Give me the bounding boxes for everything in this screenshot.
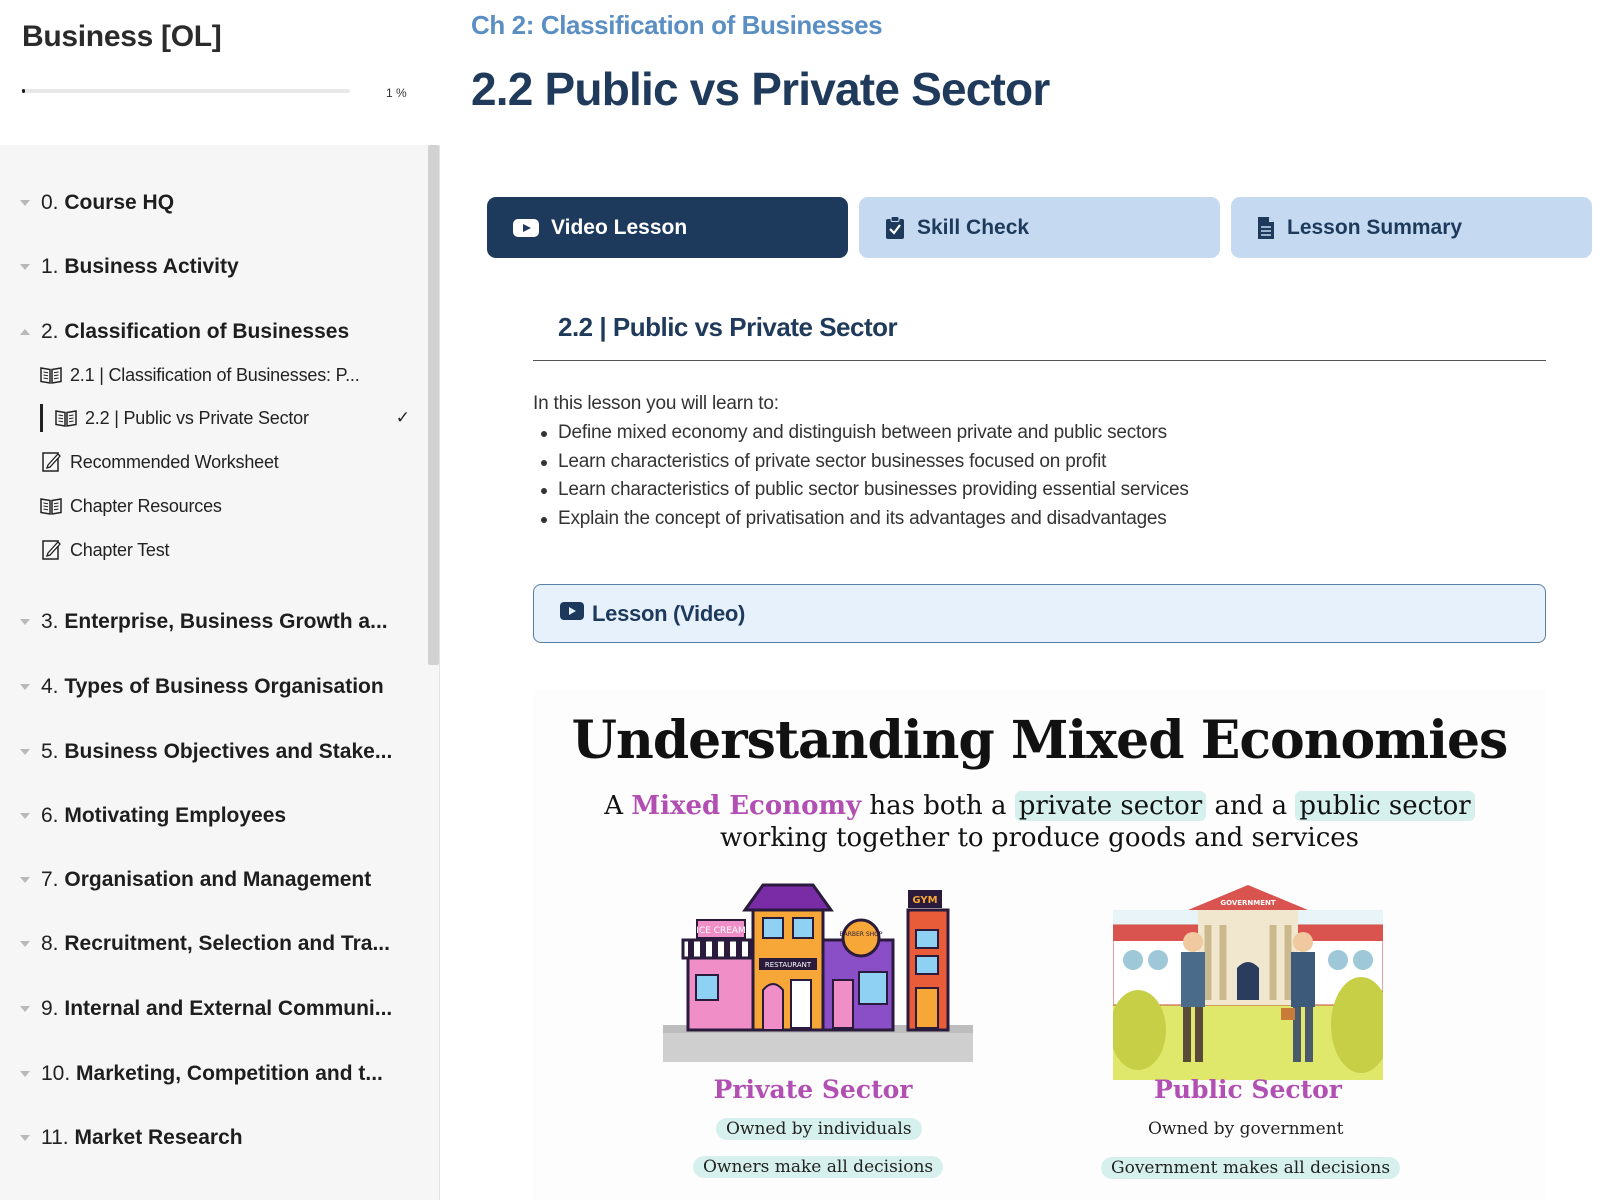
lesson-label: Chapter Resources — [70, 495, 222, 516]
chapter-9-communication[interactable] — [0, 989, 428, 1029]
lesson-tabs — [487, 197, 1599, 259]
chapter-0-course-hq[interactable] — [0, 183, 428, 223]
caret-down-icon — [20, 264, 30, 270]
caret-down-icon — [20, 1071, 30, 1077]
chapter-number: 0. Course HQ — [41, 191, 175, 214]
chapter-6-motivating[interactable] — [0, 796, 428, 836]
list-item: Define mixed economy and distinguish between private and public sectors — [558, 419, 1189, 448]
chapter-10-marketing[interactable] — [0, 1054, 428, 1094]
list-item: Learn characteristics of private sector businesses focused on profit — [558, 448, 1189, 477]
tab-label: Lesson Summary — [1287, 215, 1463, 239]
caret-down-icon — [20, 1006, 30, 1012]
chapter-number: 6. Motivating Employees — [41, 804, 287, 827]
caret-down-icon — [20, 1135, 30, 1141]
chapter-number: 9. Internal and External Communi... — [41, 997, 393, 1020]
lesson-label: Recommended Worksheet — [70, 451, 279, 472]
chapter-number: 5. Business Objectives and Stake... — [41, 740, 393, 763]
chapter-11-market-research[interactable] — [0, 1118, 428, 1158]
lesson-item-chapter-resources[interactable] — [40, 489, 420, 523]
lesson-label: 2.2 | Public vs Private Sector — [85, 407, 309, 428]
chapter-number: 11. Market Research — [41, 1126, 243, 1149]
lesson-item-2-1[interactable] — [40, 358, 420, 392]
list-item: Learn characteristics of public sector businesses providing essential services — [558, 476, 1189, 505]
lesson-heading: 2.2 | Public vs Private Sector — [558, 312, 898, 342]
lesson-label: 2.1 | Classification of Businesses: P... — [70, 364, 360, 385]
chapter-7-organisation[interactable] — [0, 860, 428, 900]
tab-video-lesson[interactable] — [487, 197, 848, 258]
caret-down-icon — [20, 813, 30, 819]
completed-check-icon: ✓ — [395, 408, 410, 427]
chapter-3-enterprise[interactable] — [0, 602, 428, 642]
learning-intro: In this lesson you will learn to: — [533, 393, 779, 414]
book-icon — [40, 365, 62, 385]
course-progress-label: 1 % — [386, 86, 407, 100]
chapter-8-recruitment[interactable] — [0, 924, 428, 964]
caret-down-icon — [20, 619, 30, 625]
course-title: Business [OL] — [22, 20, 222, 53]
page-title: 2.2 Public vs Private Sector — [471, 63, 1050, 115]
lesson-item-chapter-test[interactable] — [40, 533, 420, 567]
caret-down-icon — [20, 749, 30, 755]
chapter-number: 7. Organisation and Management — [41, 868, 372, 891]
svg-text:BARBER SHOP: BARBER SHOP — [839, 931, 883, 938]
sidebar-scrollbar[interactable] — [428, 145, 439, 665]
chapter-number: 2. Classification of Businesses — [41, 320, 350, 343]
svg-text:ICE CREAM: ICE CREAM — [696, 926, 746, 936]
chapter-number: 1. Business Activity — [41, 255, 239, 278]
document-icon — [1257, 216, 1275, 240]
active-indicator — [40, 404, 43, 432]
caret-up-icon — [20, 329, 30, 335]
lesson-item-worksheet[interactable] — [40, 445, 420, 479]
chapter-4-types-of-organisation[interactable] — [0, 667, 428, 707]
public-point: Government makes all decisions — [1101, 1157, 1400, 1179]
chapter-number: 10. Marketing, Competition and t... — [41, 1062, 383, 1085]
caret-down-icon — [20, 941, 30, 947]
chapter-5-objectives[interactable] — [0, 732, 428, 772]
private-point: Owned by individuals — [716, 1118, 922, 1140]
svg-text:RESTAURANT: RESTAURANT — [764, 961, 812, 969]
worksheet-icon — [40, 452, 62, 472]
tab-lesson-summary[interactable] — [1231, 197, 1592, 258]
chapter-number: 4. Types of Business Organisation — [41, 675, 384, 698]
lesson-label: Chapter Test — [70, 539, 170, 560]
public-sector-government-illustration — [1113, 880, 1383, 1080]
youtube-icon — [560, 602, 584, 625]
clipboard-check-icon — [885, 216, 905, 240]
svg-text:GOVERNMENT: GOVERNMENT — [1220, 899, 1276, 907]
chapter-number: 8. Recruitment, Selection and Tra... — [41, 932, 390, 955]
public-point: Owned by government — [1148, 1119, 1344, 1139]
svg-text:GYM: GYM — [912, 895, 938, 906]
book-icon — [55, 408, 77, 428]
course-sidebar — [0, 0, 440, 1200]
tab-skill-check[interactable] — [859, 197, 1220, 258]
private-point: Owners make all decisions — [693, 1156, 943, 1178]
private-sector-shops-illustration — [663, 880, 983, 1080]
list-item: Explain the concept of privatisation and its advantages and disadvantages — [558, 505, 1189, 534]
tab-label: Video Lesson — [551, 215, 688, 239]
sidebar-header — [0, 0, 440, 145]
youtube-icon — [513, 218, 539, 238]
chapter-breadcrumb[interactable]: Ch 2: Classification of Businesses — [471, 10, 883, 40]
public-sector-title: Public Sector — [1154, 1075, 1342, 1104]
infographic-subtitle: A Mixed Economy has both a private sector and a public sector working together to produce goods and services — [533, 790, 1546, 854]
video-accordion-label: Lesson (Video) — [592, 600, 746, 626]
learning-objectives — [558, 419, 1189, 533]
tab-label: Skill Check — [917, 215, 1030, 239]
caret-down-icon — [20, 200, 30, 206]
course-progress-bar — [22, 89, 350, 93]
caret-down-icon — [20, 684, 30, 690]
private-sector-title: Private Sector — [713, 1075, 913, 1104]
infographic-title: Understanding Mixed Economies — [571, 710, 1508, 771]
chapter-number: 3. Enterprise, Business Growth a... — [41, 610, 388, 633]
caret-down-icon — [20, 877, 30, 883]
lesson-video-accordion[interactable] — [533, 584, 1546, 643]
chapter-2-classification[interactable] — [0, 312, 428, 352]
lesson-item-2-2-active[interactable] — [40, 401, 420, 435]
mixed-economy-infographic — [533, 690, 1546, 1200]
worksheet-icon — [40, 540, 62, 560]
heading-divider — [533, 360, 1546, 361]
course-progress-fill — [22, 89, 25, 93]
book-icon — [40, 496, 62, 516]
chapter-1-business-activity[interactable] — [0, 247, 428, 287]
lesson-content — [440, 0, 1603, 1200]
